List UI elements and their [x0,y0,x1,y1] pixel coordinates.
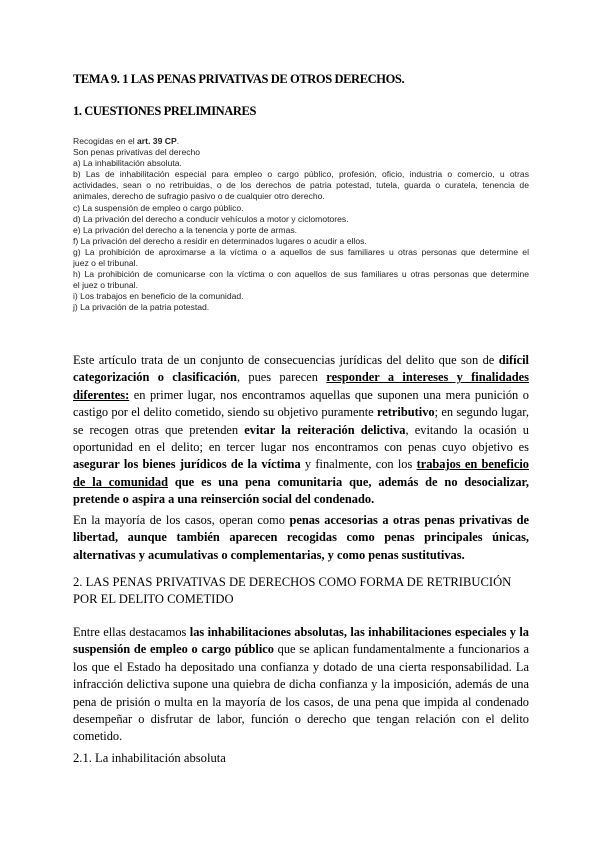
quote-intro-end: . [176,136,180,146]
quote-line: actividades, sean o no retribuidas, o de los derechos de patria potestad, tutela, guarda o curatela, tenencia de [73,180,529,191]
p1-bold: asegurar los bienes jurídicos de la víctima [73,457,301,472]
p1-text: , evitando la ocasión u oportunidad en el delito; en tercer lugar nos encontramos con penas cuyo objetivo es [73,422,529,455]
paragraph-accessory-penalties [73,512,529,564]
p1-underlined-bold: trabajos en beneficio de la comunidad [73,457,529,489]
p1-underlined-bold: responder a intereses y finalidades diferentes: [73,370,529,402]
page-title: TEMA 9. 1 LAS PENAS PRIVATIVAS DE OTROS DERECHOS. [73,72,405,86]
quote-line: e) La privación del derecho a la tenencia y porte de armas. [73,224,298,235]
quote-line: h) La prohibición de comunicarse con la víctima o con aquellos de sus familiares u otras personas que determine [73,269,529,280]
quote-intro [73,136,529,147]
p1-text: Este artículo trata de un conjunto de consecuencias jurídicas del delito que son de [73,353,499,367]
quote-line: b) Las de inhabilitación especial para empleo o cargo público, profesión, oficio, industria o comercio, u otras [73,169,529,180]
article-quote [73,136,529,314]
paragraph-article-analysis [73,352,529,509]
p2-bold: penas accesorias a otras penas privativas de libertad, aunque también aparecen recogidas como penas principales únicas, alternativas y acumulativas o complementarias, y como penas sustitutivas. [73,513,529,562]
p2-text: En la mayoría de los casos, operan como [73,513,290,527]
p1-text: y finalmente, con los [300,457,417,472]
section-heading-preliminares: 1. CUESTIONES PRELIMINARES [73,104,257,118]
quote-line: f) La privación del derecho a residir en determinados lugares o acudir a ellos. [73,235,367,246]
paragraph-inhabilitaciones [73,624,529,746]
section-heading-inhabilitacion-absoluta: 2.1. La inhabilitación absoluta [73,751,226,765]
quote-line: c) La suspensión de empleo o cargo público. [73,202,244,213]
quote-intro-text: Recogidas en el [73,136,138,146]
p1-text: ; en segundo lugar, se recogen otras que pretenden [73,405,530,437]
quote-line: i) Los trabajos en beneficio de la comunidad. [73,291,244,302]
quote-line: j) La privación de la patria potestad. [73,302,210,313]
quote-line: d) La privación del derecho a conducir vehículos a motor y ciclomotores. [73,213,349,224]
p3-text: Entre ellas destacamos [73,625,190,639]
p1-text: en primer lugar, nos encontramos aquellas que suponen una mera punición o castigo por el delito cometido, siendo su objetivo puramente [73,387,529,420]
quote-line: Son penas privativas del derecho [73,147,201,158]
p1-bold: difícil categorización o clasificación [73,353,529,385]
p3-bold: las inhabilitaciones absolutas, las inhabilitaciones especiales y la suspensión de empleo o cargo público [73,625,529,657]
quote-line: juez o el tribunal. [73,258,138,269]
quote-line: el juez o tribunal. [73,280,138,291]
p1-text: , pues parecen [236,370,327,385]
quote-line: g) La prohibición de aproximarse a la víctima o a aquellos de sus familiares u otras personas que determine el [73,246,529,257]
p1-bold: evitar la reiteración delictiva [244,422,406,437]
quote-line: animales, derecho de sufragio pasivo o de cualquier otro derecho. [73,191,325,202]
p1-bold: que es una pena comunitaria que, además de no desocializar, pretende o aspira a una reinserción social del condenado. [73,474,529,507]
quote-article-ref: art. 39 CP [137,136,177,146]
p3-text: que se aplican fundamentalmente a funcionarios a los que el Estado ha depositado una confianza y dotado de una cierta responsabilidad. La infracción delictiva supone una quiebra de dicha confianza y la imposición, además de una pena de prisión o multa en la mayoría de los casos, de una pena que impida al condenado desempeñar o disfrutar de labor, función o derecho que tengan relación con el delito cometido. [73,642,529,744]
section-heading-retribucion: 2. LAS PENAS PRIVATIVAS DE DERECHOS COMO FORMA DE RETRIBUCIÓN POR EL DELITO COMETIDO [73,575,512,607]
p1-bold: retributivo [377,405,435,420]
quote-line: a) La inhabilitación absoluta. [73,158,182,169]
